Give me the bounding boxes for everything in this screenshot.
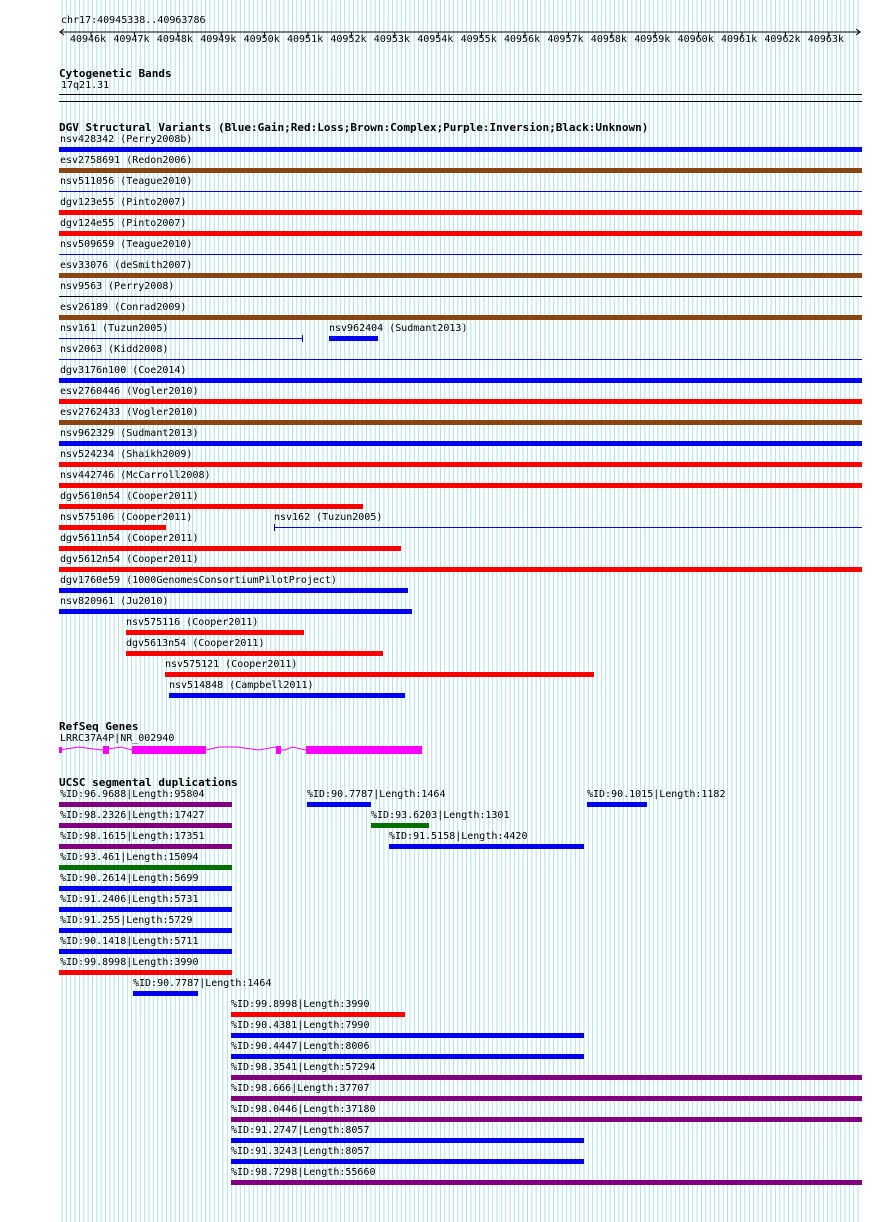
cytoband-track-title[interactable]: Cytogenetic Bands — [59, 67, 172, 80]
segdup-label[interactable]: %ID:91.2747|Length:8057 — [231, 1125, 370, 1136]
segdup-feature-bar[interactable] — [231, 1096, 862, 1101]
segdup-label[interactable]: %ID:91.2406|Length:5731 — [60, 894, 199, 905]
dgv-feature-bar[interactable] — [59, 609, 412, 614]
segdup-feature-bar[interactable] — [231, 1138, 584, 1143]
segdup-label[interactable]: %ID:91.5158|Length:4420 — [389, 831, 528, 842]
dgv-feature-bar[interactable] — [59, 231, 862, 236]
segdup-feature-bar[interactable] — [59, 802, 232, 807]
dgv-label[interactable]: dgv124e55 (Pinto2007) — [60, 218, 187, 229]
ruler-tick-label: 40960k — [677, 34, 714, 45]
dgv-feature-bar[interactable] — [59, 147, 862, 152]
dgv-track-title[interactable]: DGV Structural Variants (Blue:Gain;Red:Loss;Brown:Complex;Purple:Inversion;Black:Unknown) — [59, 121, 649, 134]
segdup-feature-bar[interactable] — [389, 844, 584, 849]
dgv-feature-bar[interactable] — [59, 399, 862, 404]
segdup-feature-bar[interactable] — [231, 1033, 584, 1038]
dgv-feature-bar[interactable] — [59, 567, 862, 572]
dgv-feature-bar[interactable] — [59, 462, 862, 467]
segdup-feature-bar[interactable] — [59, 886, 232, 891]
segdup-feature-bar[interactable] — [371, 823, 429, 828]
segdup-label[interactable]: %ID:99.8998|Length:3990 — [231, 999, 370, 1010]
dgv-feature-bar[interactable] — [59, 546, 401, 551]
dgv-label[interactable]: nsv509659 (Teague2010) — [60, 239, 193, 250]
dgv-label[interactable]: esv26189 (Conrad2009) — [60, 302, 187, 313]
segdup-feature-bar[interactable] — [231, 1117, 862, 1122]
dgv-label[interactable]: nsv442746 (McCarroll2008) — [60, 470, 211, 481]
dgv-label[interactable]: dgv5612n54 (Cooper2011) — [60, 554, 199, 565]
dgv-label[interactable]: nsv820961 (Ju2010) — [60, 596, 169, 607]
dgv-label[interactable]: dgv3176n100 (Coe2014) — [60, 365, 187, 376]
ruler-tick-label: 40955k — [460, 34, 497, 45]
segdup-label[interactable]: %ID:98.0446|Length:37180 — [231, 1104, 376, 1115]
dgv-feature-bar[interactable] — [59, 168, 862, 173]
dgv-label[interactable]: dgv5613n54 (Cooper2011) — [126, 638, 265, 649]
dgv-feature-bar[interactable] — [169, 693, 405, 698]
segdup-label[interactable]: %ID:93.461|Length:15094 — [60, 852, 199, 863]
dgv-feature-bar[interactable] — [165, 672, 594, 677]
ruler-tick-label: 40954k — [417, 34, 454, 45]
ruler-tick-label: 40959k — [634, 34, 671, 45]
segdup-label[interactable]: %ID:93.6203|Length:1301 — [371, 810, 510, 821]
dgv-feature-bar[interactable] — [59, 588, 408, 593]
dgv-feature-bar[interactable] — [59, 504, 363, 509]
segdup-label[interactable]: %ID:99.8998|Length:3990 — [60, 957, 199, 968]
segdup-feature-bar[interactable] — [307, 802, 371, 807]
dgv-label[interactable]: dgv5611n54 (Cooper2011) — [60, 533, 199, 544]
segdup-track-title[interactable]: UCSC segmental duplications — [59, 776, 238, 789]
dgv-feature-line[interactable] — [59, 191, 862, 192]
dgv-label[interactable]: nsv962329 (Sudmant2013) — [60, 428, 199, 439]
ruler-tick-label: 40956k — [504, 34, 541, 45]
ruler-tick-label: 40950k — [243, 34, 280, 45]
segdup-feature-bar[interactable] — [231, 1075, 862, 1080]
segdup-label[interactable]: %ID:90.2614|Length:5699 — [60, 873, 199, 884]
segdup-label[interactable]: %ID:90.4381|Length:7990 — [231, 1020, 370, 1031]
dgv-feature-line[interactable] — [59, 338, 303, 339]
segdup-label[interactable]: %ID:90.1015|Length:1182 — [587, 789, 726, 800]
segdup-label[interactable]: %ID:98.7298|Length:55660 — [231, 1167, 376, 1178]
dgv-feature-line[interactable] — [274, 527, 862, 528]
segdup-feature-bar[interactable] — [59, 970, 232, 975]
dgv-label[interactable]: nsv514848 (Campbell2011) — [169, 680, 314, 691]
dgv-label[interactable]: nsv524234 (Shaikh2009) — [60, 449, 193, 460]
dgv-label[interactable]: nsv575106 (Cooper2011) — [60, 512, 193, 523]
dgv-feature-bar[interactable] — [59, 441, 862, 446]
dgv-label[interactable]: esv2762433 (Vogler2010) — [60, 407, 199, 418]
dgv-label[interactable]: dgv1760e59 (1000GenomesConsortiumPilotProject) — [60, 575, 337, 586]
dgv-feature-end-tick — [274, 524, 275, 531]
segdup-feature-bar[interactable] — [231, 1180, 862, 1185]
dgv-label[interactable]: nsv962404 (Sudmant2013) — [329, 323, 468, 334]
dgv-label[interactable]: nsv2063 (Kidd2008) — [60, 344, 169, 355]
segdup-label[interactable]: %ID:98.3541|Length:57294 — [231, 1062, 376, 1073]
refseq-track-title[interactable]: RefSeq Genes — [59, 720, 139, 733]
ruler-tick-label: 40963k — [807, 34, 844, 45]
segdup-feature-bar[interactable] — [59, 928, 232, 933]
cytoband-label: 17q21.31 — [61, 80, 110, 91]
segdup-feature-bar[interactable] — [231, 1159, 584, 1164]
dgv-feature-line[interactable] — [59, 296, 862, 297]
dgv-label[interactable]: nsv162 (Tuzun2005) — [274, 512, 383, 523]
segdup-feature-bar[interactable] — [59, 907, 232, 912]
dgv-label[interactable]: esv2760446 (Vogler2010) — [60, 386, 199, 397]
segdup-label[interactable]: %ID:96.9688|Length:95804 — [60, 789, 205, 800]
segdup-label[interactable]: %ID:98.666|Length:37707 — [231, 1083, 370, 1094]
segdup-feature-bar[interactable] — [59, 823, 232, 828]
dgv-feature-bar[interactable] — [59, 210, 862, 215]
segdup-label[interactable]: %ID:91.255|Length:5729 — [60, 915, 193, 926]
dgv-label[interactable]: nsv511056 (Teague2010) — [60, 176, 193, 187]
segdup-feature-bar[interactable] — [59, 865, 232, 870]
dgv-label[interactable]: nsv575121 (Cooper2011) — [165, 659, 298, 670]
ruler-tick-label: 40962k — [764, 34, 801, 45]
dgv-feature-bar[interactable] — [329, 336, 378, 341]
segdup-feature-bar[interactable] — [231, 1054, 584, 1059]
dgv-feature-line[interactable] — [59, 254, 862, 255]
ruler-tick-label: 40951k — [287, 34, 324, 45]
segdup-feature-bar[interactable] — [231, 1012, 405, 1017]
cytoband-line-bottom — [59, 101, 862, 102]
cytoband-line-top — [59, 94, 862, 95]
coordinate-label: chr17:40945338..40963786 — [61, 15, 206, 26]
dgv-feature-bar[interactable] — [59, 273, 862, 278]
ruler-tick-label: 40958k — [590, 34, 627, 45]
dgv-label[interactable]: esv33076 (deSmith2007) — [60, 260, 193, 271]
segdup-feature-bar[interactable] — [59, 949, 232, 954]
dgv-label[interactable]: dgv123e55 (Pinto2007) — [60, 197, 187, 208]
segdup-label[interactable]: %ID:90.7787|Length:1464 — [133, 978, 272, 989]
dgv-feature-bar[interactable] — [126, 630, 304, 635]
dgv-feature-bar[interactable] — [59, 315, 862, 320]
segdup-feature-bar[interactable] — [133, 991, 198, 996]
segdup-label[interactable]: %ID:91.3243|Length:8057 — [231, 1146, 370, 1157]
segdup-label[interactable]: %ID:90.1418|Length:5711 — [60, 936, 199, 947]
dgv-label[interactable]: esv2758691 (Redon2006) — [60, 155, 193, 166]
refseq-gene-model[interactable] — [59, 743, 429, 757]
dgv-feature-bar[interactable] — [59, 420, 862, 425]
segdup-label[interactable]: %ID:90.7787|Length:1464 — [307, 789, 446, 800]
refseq-gene-label[interactable]: LRRC37A4P|NR_002940 — [60, 733, 175, 744]
ruler-tick-label: 40961k — [721, 34, 758, 45]
ruler-tick-label: 40952k — [330, 34, 367, 45]
segdup-label[interactable]: %ID:90.4447|Length:8006 — [231, 1041, 370, 1052]
dgv-label[interactable]: dgv5610n54 (Cooper2011) — [60, 491, 199, 502]
dgv-label[interactable]: nsv9563 (Perry2008) — [60, 281, 175, 292]
ruler-tick-label: 40948k — [156, 34, 193, 45]
dgv-feature-bar[interactable] — [59, 483, 862, 488]
segdup-feature-bar[interactable] — [59, 844, 232, 849]
segdup-feature-bar[interactable] — [587, 802, 647, 807]
dgv-feature-bar[interactable] — [126, 651, 383, 656]
ruler-tick-label: 40947k — [113, 34, 150, 45]
ruler-tick-label: 40949k — [200, 34, 237, 45]
ruler-tick-label: 40957k — [547, 34, 584, 45]
dgv-feature-end-tick — [302, 335, 303, 342]
dgv-feature-bar[interactable] — [59, 525, 166, 530]
ruler-tick-label: 40953k — [373, 34, 410, 45]
dgv-label[interactable]: nsv161 (Tuzun2005) — [60, 323, 169, 334]
segdup-label[interactable]: %ID:98.2326|Length:17427 — [60, 810, 205, 821]
dgv-feature-line[interactable] — [59, 359, 862, 360]
dgv-feature-bar[interactable] — [59, 378, 862, 383]
dgv-label[interactable]: nsv575116 (Cooper2011) — [126, 617, 259, 628]
ruler-tick-label: 40946k — [70, 34, 107, 45]
dgv-label[interactable]: nsv428342 (Perry2008b) — [60, 134, 193, 145]
segdup-label[interactable]: %ID:98.1615|Length:17351 — [60, 831, 205, 842]
